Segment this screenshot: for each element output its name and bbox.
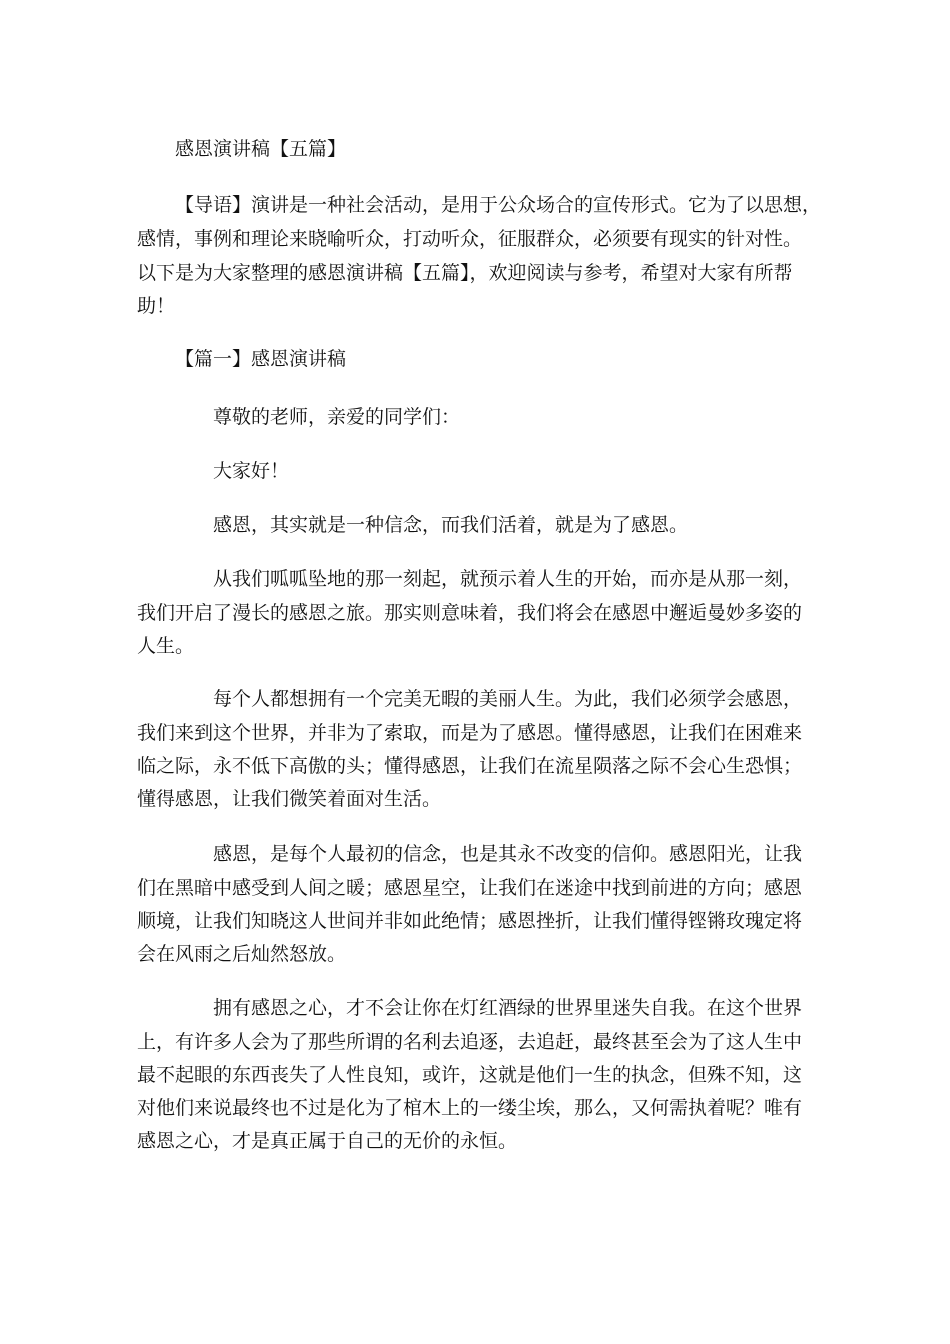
paragraph-line: 顺境，让我们知晓这人世间并非如此绝情；感恩挫折，让我们懂得铿锵玫瑰定将: [137, 910, 803, 932]
intro-line: 以下是为大家整理的感恩演讲稿【五篇】，欢迎阅读与参考，希望对大家有所帮: [137, 262, 793, 284]
section-heading: 【篇一】感恩演讲稿: [175, 348, 347, 370]
salutation: 尊敬的老师，亲爱的同学们：: [213, 406, 461, 428]
paragraph-line: 上，有许多人会为了那些所谓的名利去追逐，去追赶，最终甚至会为了这人生中: [137, 1031, 803, 1053]
paragraph-line: 们在黑暗中感受到人间之暖；感恩星空，让我们在迷途中找到前进的方向；感恩: [137, 877, 803, 899]
paragraph-line: 最不起眼的东西丧失了人性良知，或许，这就是他们一生的执念，但殊不知，这: [137, 1064, 803, 1086]
intro-line: 助！: [137, 295, 176, 317]
paragraph-line: 临之际，永不低下高傲的头；懂得感恩，让我们在流星陨落之际不会心生恐惧；: [137, 755, 803, 777]
paragraph-line: 会在风雨之后灿然怒放。: [137, 943, 347, 965]
paragraph-line: 感恩之心，才是真正属于自己的无价的永恒。: [137, 1130, 518, 1152]
paragraph-line: 我们来到这个世界，并非为了索取，而是为了感恩。懂得感恩，让我们在困难来: [137, 722, 803, 744]
paragraph-line: 拥有感恩之心，才不会让你在灯红酒绿的世界里迷失自我。在这个世界: [213, 997, 803, 1019]
document-title: 感恩演讲稿【五篇】: [175, 138, 347, 160]
greeting: 大家好！: [213, 460, 290, 482]
paragraph-line: 我们开启了漫长的感恩之旅。那实则意味着，我们将会在感恩中邂逅曼妙多姿的: [137, 602, 803, 624]
paragraph-line: 感恩，其实就是一种信念，而我们活着，就是为了感恩。: [213, 514, 689, 536]
paragraph-line: 懂得感恩，让我们微笑着面对生活。: [137, 788, 442, 810]
paragraph-line: 感恩，是每个人最初的信念，也是其永不改变的信仰。感恩阳光，让我: [213, 843, 803, 865]
paragraph-line: 从我们呱呱坠地的那一刻起，就预示着人生的开始，而亦是从那一刻，: [213, 568, 803, 590]
paragraph-line: 人生。: [137, 635, 195, 657]
paragraph-line: 对他们来说最终也不过是化为了棺木上的一缕尘埃，那么，又何需执着呢？唯有: [137, 1097, 803, 1119]
paragraph-line: 每个人都想拥有一个完美无暇的美丽人生。为此，我们必须学会感恩，: [213, 688, 803, 710]
intro-line: 【导语】演讲是一种社会活动，是用于公众场合的宣传形式。它为了以思想，: [175, 194, 822, 216]
intro-line: 感情，事例和理论来晓喻听众，打动听众，征服群众，必须要有现实的针对性。: [137, 228, 803, 250]
